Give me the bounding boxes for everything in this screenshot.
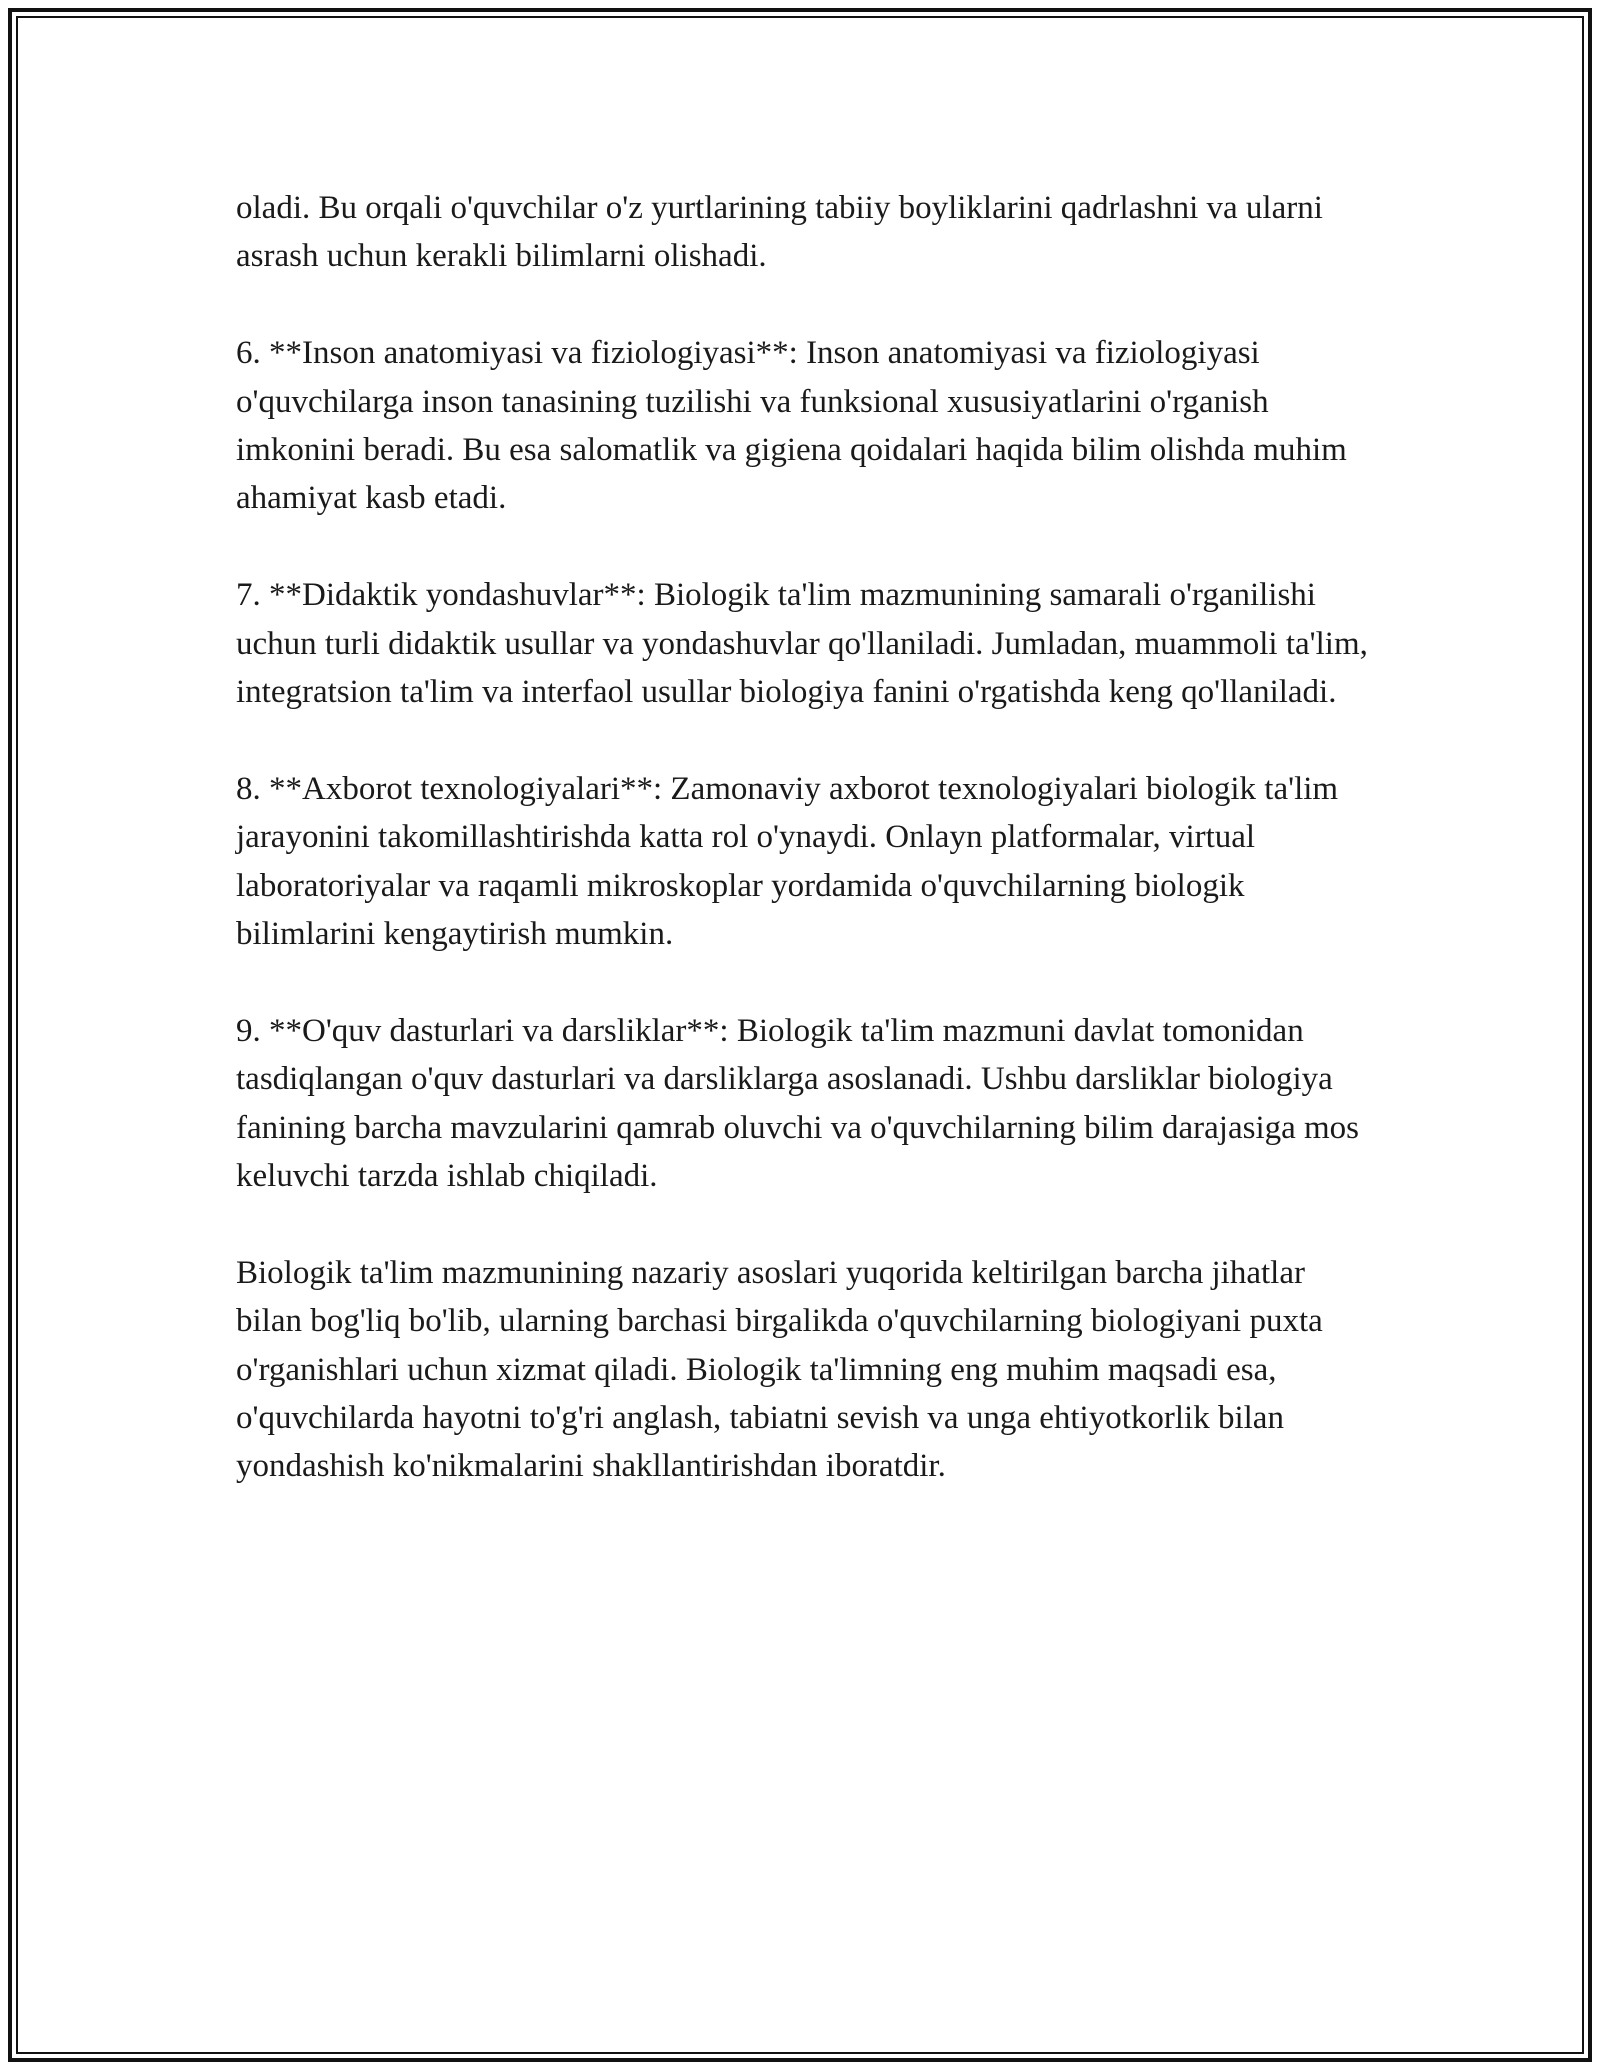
paragraph-item-9: 9. **O'quv dasturlari va darsliklar**: Biologik ta'lim mazmuni davlat tomonidan tasdiqlangan o'quv dasturlari va darsliklarga asoslanadi. Ushbu darsliklar biologiya fanining barcha mavzularini qamrab oluvchi va o'quvchilarning bilim darajasiga mos keluvchi tarzda ishlab chiqiladi. <box>236 1012 1360 1195</box>
document-body <box>236 184 1376 1539</box>
paragraph-item-7: 7. **Didaktik yondashuvlar**: Biologik ta'lim mazmunining samarali o'rganilishi uchun turli didaktik usullar va yondashuvlar qo'llaniladi. Jumladan, muammoli ta'lim, integratsion ta'lim va interfaol usullar biologiya fanini o'rgatishda keng qo'llaniladi. <box>236 577 1368 711</box>
paragraph-continuation: oladi. Bu orqali o'quvchilar o'z yurtlarining tabiiy boyliklarini qadrlashni va ularni asrash uchun kerakli bilimlarni olishadi. <box>236 190 1323 275</box>
paragraph-item-6: 6. **Inson anatomiyasi va fiziologiyasi**: Inson anatomiyasi va fiziologiyasi o'quvchilarga inson tanasining tuzilishi va funksional xususiyatlarini o'rganish imkonini beradi. Bu esa salomatlik va gigiena qoidalari haqida bilim olishda muhim ahamiyat kasb etadi. <box>236 335 1347 517</box>
paragraph-item-8: 8. **Axborot texnologiyalari**: Zamonaviy axborot texnologiyalari biologik ta'lim jarayonini takomillashtirishda katta rol o'ynaydi. Onlayn platformalar, virtual laboratoriyalar va raqamli mikroskoplar yordamida o'quvchilarning biologik bilimlarini kengaytirish mumkin. <box>236 770 1339 953</box>
paragraph-conclusion: Biologik ta'lim mazmunining nazariy asoslari yuqorida keltirilgan barcha jihatlar bilan bog'liq bo'lib, ularning barchasi birgalikda o'quvchilarning biologiyani puxta o'rganishlari uchun xizmat qiladi. Biologik ta'limning eng muhim maqsadi esa, o'quvchilarda hayotni to'g'ri anglash, tabiatni sevish va unga ehtiyotkorlik bilan yondashish ko'nikmalarini shakllantirishdan iboratdir. <box>236 1254 1323 1485</box>
